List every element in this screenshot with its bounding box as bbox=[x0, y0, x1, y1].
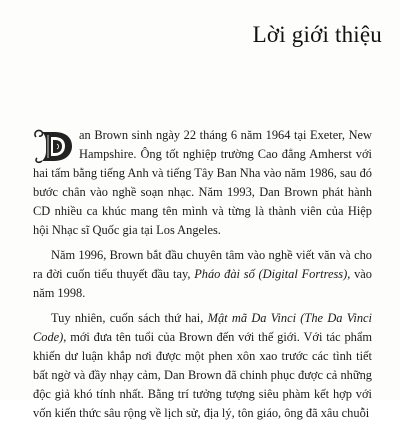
paragraph-3-text-a: Tuy nhiên, cuốn sách thứ hai, bbox=[51, 311, 208, 325]
drop-cap-icon bbox=[33, 128, 73, 164]
book-title-da-vinci-code: Mật mã Da Vinci (The Da Vinci Code) bbox=[33, 311, 372, 344]
ornate-d-icon bbox=[33, 128, 73, 164]
paragraph-1-text: an Brown sinh ngày 22 tháng 6 năm 1964 tại Exeter, New Hampshire. Ông tốt nghiệp trường Cao đẳng Amherst với hai tấm bằng tiếng Anh và tiếng Tây Ban Nha vào năm 1986, sau đó bước chân vào nghề soạn nhạc. Năm 1993, Dan Brown phát hành CD nhiều ca khúc mang tên mình và từng là thành viên của Hiệp hội Nhạc sĩ Quốc gia tại Los Angeles. bbox=[33, 128, 372, 237]
page-title: Lời giới thiệu bbox=[252, 22, 382, 47]
paragraph-3-text-b: , mới đưa tên tuổi của Brown đến với thế giới. Với tác phẩm khiến dư luận khắp nơi được một phen xôn xao trước các tình tiết bất ngờ và đầy nhạy cảm, Dan Brown đã chinh phục được cả những độc giả khó tính nhất. Bằng trí tưởng tượng siêu phàm kết hợp với vốn kiến thức sâu rộng về lịch sử, địa lý, tôn giáo, ông đã xâu chuỗi bbox=[33, 330, 372, 420]
paragraph-2 bbox=[33, 246, 372, 303]
paragraph-2-text-a: Năm 1996, Brown bắt đầu chuyên tâm vào nghề viết văn và cho ra đời cuốn tiểu thuyết đầu tay, bbox=[33, 248, 372, 281]
paragraph-1 bbox=[33, 126, 372, 240]
paragraph-2-text-b: , vào năm 1998. bbox=[33, 267, 372, 300]
body-text bbox=[33, 126, 372, 423]
book-title-digital-fortress: Pháo đài số (Digital Fortress) bbox=[194, 267, 348, 281]
paragraph-3 bbox=[33, 309, 372, 423]
